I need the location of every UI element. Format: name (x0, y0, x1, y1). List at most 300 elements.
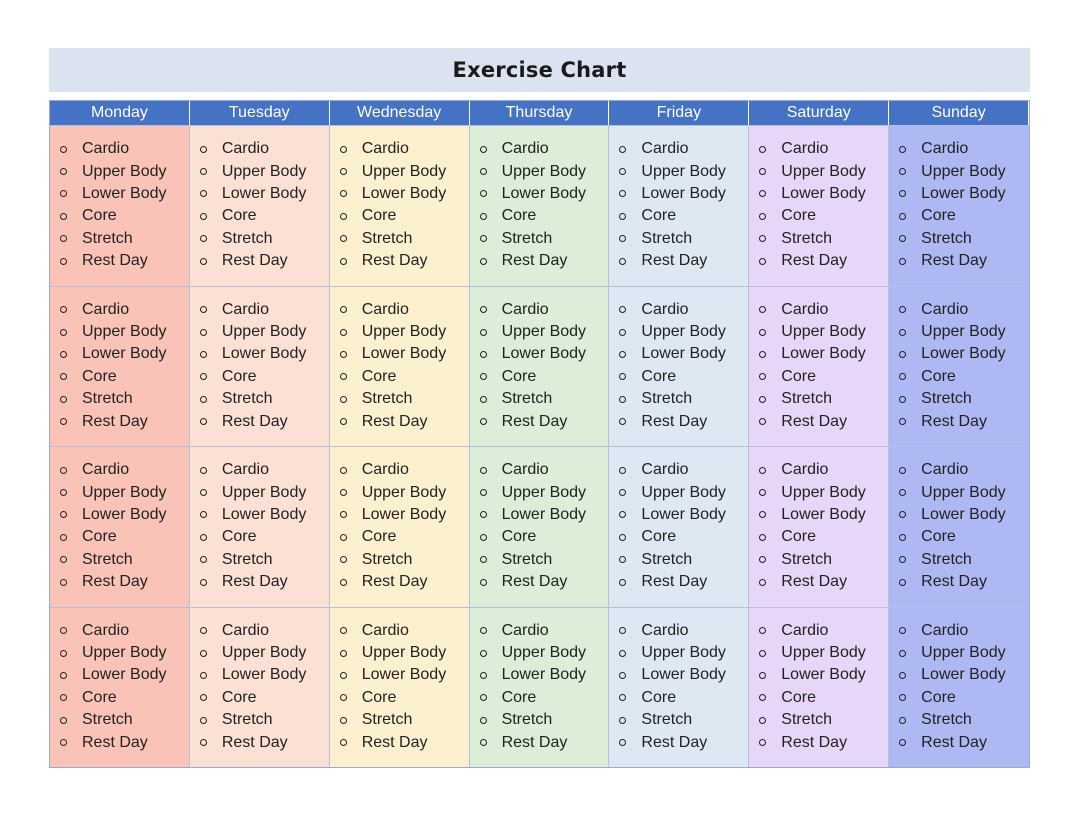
exercise-item (198, 183, 329, 205)
day-cell-tuesday-week-1 (190, 125, 330, 286)
exercise-item (478, 183, 609, 205)
circle-outline-icon (60, 190, 67, 197)
exercise-item (757, 620, 888, 642)
exercise-item (478, 571, 609, 593)
exercise-list (198, 459, 329, 593)
exercise-label: Upper Body (82, 323, 167, 341)
day-header-tuesday: Tuesday (190, 101, 330, 125)
exercise-item (897, 205, 1029, 227)
exercise-label: Stretch (921, 390, 972, 408)
exercise-item (757, 571, 888, 593)
exercise-label: Core (641, 688, 677, 706)
exercise-item (478, 731, 609, 753)
exercise-item (757, 160, 888, 182)
exercise-label: Core (921, 207, 956, 225)
circle-outline-icon (340, 556, 347, 563)
circle-outline-icon (200, 418, 207, 425)
circle-outline-icon (759, 146, 766, 153)
day-cell-sunday-week-4 (889, 607, 1029, 768)
exercise-label: Core (361, 207, 397, 225)
circle-outline-icon (480, 146, 487, 153)
exercise-label: Rest Day (501, 733, 568, 751)
exercise-item (338, 571, 469, 593)
day-cell-saturday-week-1 (749, 125, 889, 286)
day-header-friday: Friday (609, 101, 749, 125)
circle-outline-icon (340, 190, 347, 197)
exercise-label: Lower Body (781, 345, 866, 363)
exercise-label: Upper Body (921, 483, 1006, 501)
exercise-label: Lower Body (921, 184, 1006, 202)
exercise-label: Lower Body (501, 505, 587, 523)
exercise-label: Stretch (641, 550, 693, 568)
circle-outline-icon (759, 235, 766, 242)
exercise-label: Stretch (361, 229, 413, 247)
exercise-label: Stretch (361, 550, 413, 568)
exercise-item (338, 388, 469, 410)
exercise-label: Lower Body (361, 345, 447, 363)
exercise-item (757, 410, 888, 432)
exercise-label: Stretch (641, 229, 693, 247)
circle-outline-icon (759, 190, 766, 197)
exercise-label: Stretch (921, 229, 972, 247)
circle-outline-icon (340, 717, 347, 724)
circle-outline-icon (60, 694, 67, 701)
exercise-label: Lower Body (361, 505, 447, 523)
exercise-item (58, 731, 189, 753)
circle-outline-icon (759, 258, 766, 265)
exercise-label: Rest Day (361, 252, 428, 270)
exercise-item (617, 366, 748, 388)
exercise-item (617, 709, 748, 731)
exercise-item (198, 571, 329, 593)
circle-outline-icon (60, 534, 67, 541)
circle-outline-icon (899, 511, 906, 518)
exercise-label: Upper Body (361, 644, 447, 662)
exercise-item (58, 183, 189, 205)
circle-outline-icon (200, 235, 207, 242)
exercise-label: Upper Body (361, 162, 447, 180)
exercise-item (897, 731, 1029, 753)
circle-outline-icon (899, 235, 906, 242)
circle-outline-icon (619, 467, 626, 474)
exercise-label: Rest Day (361, 573, 428, 591)
circle-outline-icon (899, 258, 906, 265)
exercise-label: Core (641, 367, 677, 385)
exercise-label: Core (921, 528, 956, 546)
exercise-label: Upper Body (82, 483, 167, 501)
day-header-saturday: Saturday (749, 101, 889, 125)
exercise-item (198, 160, 329, 182)
exercise-label: Lower Body (641, 184, 726, 202)
exercise-label: Rest Day (501, 412, 568, 430)
day-cell-thursday-week-3 (470, 446, 610, 607)
day-cell-tuesday-week-2 (190, 286, 330, 447)
exercise-label: Stretch (501, 550, 553, 568)
circle-outline-icon (200, 534, 207, 541)
exercise-label: Lower Body (221, 345, 307, 363)
day-cell-monday-week-3 (50, 446, 190, 607)
exercise-item (478, 299, 609, 321)
exercise-label: Upper Body (221, 483, 307, 501)
exercise-item (897, 481, 1029, 503)
circle-outline-icon (480, 694, 487, 701)
exercise-item (617, 620, 748, 642)
exercise-list (58, 138, 189, 272)
circle-outline-icon (60, 672, 67, 679)
circle-outline-icon (340, 373, 347, 380)
circle-outline-icon (200, 467, 207, 474)
exercise-item (198, 526, 329, 548)
circle-outline-icon (60, 213, 67, 220)
exercise-item (198, 549, 329, 571)
exercise-item (897, 642, 1029, 664)
exercise-item (338, 549, 469, 571)
exercise-label: Upper Body (221, 162, 307, 180)
circle-outline-icon (480, 511, 487, 518)
exercise-label: Core (501, 688, 537, 706)
circle-outline-icon (759, 717, 766, 724)
exercise-item (757, 709, 888, 731)
exercise-item (757, 138, 888, 160)
exercise-item (198, 664, 329, 686)
circle-outline-icon (619, 190, 626, 197)
exercise-label: Cardio (781, 461, 829, 479)
exercise-item (757, 228, 888, 250)
exercise-item (58, 138, 189, 160)
day-header-wednesday: Wednesday (330, 101, 470, 125)
circle-outline-icon (480, 190, 487, 197)
exercise-label: Cardio (641, 140, 689, 158)
circle-outline-icon (60, 396, 67, 403)
circle-outline-icon (340, 329, 347, 336)
exercise-list (338, 299, 469, 433)
exercise-label: Lower Body (361, 184, 447, 202)
exercise-item (338, 459, 469, 481)
exercise-item (58, 687, 189, 709)
exercise-list (897, 459, 1029, 593)
exercise-item (198, 228, 329, 250)
exercise-label: Rest Day (921, 252, 987, 270)
circle-outline-icon (619, 351, 626, 358)
exercise-label: Cardio (641, 300, 689, 318)
circle-outline-icon (60, 373, 67, 380)
exercise-label: Rest Day (221, 412, 288, 430)
exercise-item (478, 526, 609, 548)
exercise-item (757, 299, 888, 321)
exercise-label: Upper Body (781, 323, 866, 341)
circle-outline-icon (899, 306, 906, 313)
exercise-list (757, 620, 888, 754)
day-cell-thursday-week-4 (470, 607, 610, 768)
exercise-item (338, 709, 469, 731)
exercise-label: Lower Body (82, 345, 167, 363)
exercise-label: Core (501, 207, 537, 225)
exercise-label: Cardio (921, 140, 969, 158)
exercise-label: Rest Day (361, 733, 428, 751)
circle-outline-icon (619, 627, 626, 634)
circle-outline-icon (200, 190, 207, 197)
exercise-label: Lower Body (921, 505, 1006, 523)
circle-outline-icon (340, 534, 347, 541)
exercise-label: Core (501, 367, 537, 385)
exercise-label: Lower Body (82, 666, 167, 684)
exercise-label: Cardio (501, 300, 549, 318)
exercise-item (897, 571, 1029, 593)
exercise-item (198, 481, 329, 503)
circle-outline-icon (899, 396, 906, 403)
exercise-label: Rest Day (82, 733, 148, 751)
exercise-item (58, 549, 189, 571)
exercise-list (338, 138, 469, 272)
exercise-label: Cardio (501, 140, 549, 158)
circle-outline-icon (200, 739, 207, 746)
exercise-label: Lower Body (221, 666, 307, 684)
exercise-item (897, 160, 1029, 182)
exercise-label: Lower Body (921, 345, 1006, 363)
exercise-item (478, 228, 609, 250)
exercise-item (198, 366, 329, 388)
exercise-label: Cardio (361, 461, 409, 479)
exercise-label: Stretch (641, 390, 693, 408)
exercise-item (617, 250, 748, 272)
exercise-item (338, 731, 469, 753)
circle-outline-icon (899, 418, 906, 425)
exercise-item (198, 388, 329, 410)
exercise-item (617, 138, 748, 160)
exercise-label: Lower Body (221, 184, 307, 202)
exercise-item (757, 664, 888, 686)
circle-outline-icon (340, 650, 347, 657)
exercise-list (198, 138, 329, 272)
day-cell-saturday-week-4 (749, 607, 889, 768)
exercise-label: Stretch (82, 711, 133, 729)
circle-outline-icon (759, 672, 766, 679)
day-cell-sunday-week-2 (889, 286, 1029, 447)
exercise-item (617, 343, 748, 365)
circle-outline-icon (899, 739, 906, 746)
exercise-label: Stretch (82, 390, 133, 408)
exercise-item (198, 138, 329, 160)
exercise-label: Cardio (361, 140, 409, 158)
exercise-item (58, 343, 189, 365)
exercise-label: Stretch (921, 550, 972, 568)
circle-outline-icon (200, 511, 207, 518)
circle-outline-icon (340, 694, 347, 701)
exercise-label: Upper Body (501, 644, 587, 662)
circle-outline-icon (759, 329, 766, 336)
exercise-item (478, 410, 609, 432)
circle-outline-icon (480, 467, 487, 474)
exercise-label: Core (361, 528, 397, 546)
circle-outline-icon (480, 579, 487, 586)
circle-outline-icon (60, 650, 67, 657)
exercise-item (478, 160, 609, 182)
exercise-label: Upper Body (781, 644, 866, 662)
exercise-item (757, 388, 888, 410)
circle-outline-icon (619, 717, 626, 724)
exercise-item (617, 228, 748, 250)
exercise-item (338, 366, 469, 388)
exercise-label: Cardio (921, 621, 969, 639)
exercise-label: Upper Body (641, 323, 726, 341)
exercise-label: Stretch (781, 229, 832, 247)
circle-outline-icon (899, 213, 906, 220)
exercise-list (478, 299, 609, 433)
exercise-item (338, 664, 469, 686)
day-cell-wednesday-week-1 (330, 125, 470, 286)
circle-outline-icon (340, 579, 347, 586)
circle-outline-icon (340, 351, 347, 358)
exercise-item (58, 366, 189, 388)
circle-outline-icon (619, 534, 626, 541)
circle-outline-icon (60, 489, 67, 496)
exercise-label: Core (221, 207, 257, 225)
circle-outline-icon (340, 467, 347, 474)
circle-outline-icon (200, 396, 207, 403)
exercise-item (897, 138, 1029, 160)
exercise-list (58, 459, 189, 593)
day-cell-friday-week-1 (609, 125, 749, 286)
exercise-item (338, 504, 469, 526)
circle-outline-icon (899, 627, 906, 634)
exercise-list (338, 459, 469, 593)
exercise-label: Upper Body (641, 162, 726, 180)
exercise-label: Core (921, 688, 956, 706)
exercise-label: Cardio (781, 621, 829, 639)
exercise-label: Stretch (501, 711, 553, 729)
exercise-item (757, 504, 888, 526)
exercise-item (757, 731, 888, 753)
circle-outline-icon (340, 739, 347, 746)
exercise-label: Lower Body (221, 505, 307, 523)
circle-outline-icon (60, 146, 67, 153)
chart-title: Exercise Chart (452, 58, 627, 82)
circle-outline-icon (480, 627, 487, 634)
circle-outline-icon (480, 396, 487, 403)
exercise-list (757, 459, 888, 593)
exercise-item (897, 366, 1029, 388)
exercise-list (338, 620, 469, 754)
exercise-label: Cardio (82, 140, 130, 158)
circle-outline-icon (899, 579, 906, 586)
day-cell-monday-week-2 (50, 286, 190, 447)
exercise-item (338, 526, 469, 548)
exercise-label: Upper Body (361, 483, 447, 501)
exercise-label: Rest Day (501, 573, 568, 591)
exercise-list (897, 299, 1029, 433)
exercise-item (897, 410, 1029, 432)
circle-outline-icon (60, 306, 67, 313)
exercise-list (478, 620, 609, 754)
day-cell-wednesday-week-4 (330, 607, 470, 768)
circle-outline-icon (619, 489, 626, 496)
circle-outline-icon (899, 534, 906, 541)
exercise-label: Stretch (221, 229, 273, 247)
circle-outline-icon (759, 556, 766, 563)
exercise-item (617, 526, 748, 548)
exercise-label: Cardio (82, 300, 130, 318)
exercise-list (617, 138, 748, 272)
circle-outline-icon (200, 146, 207, 153)
circle-outline-icon (619, 694, 626, 701)
circle-outline-icon (60, 258, 67, 265)
circle-outline-icon (899, 556, 906, 563)
exercise-label: Cardio (221, 300, 269, 318)
exercise-item (617, 205, 748, 227)
exercise-label: Lower Body (921, 666, 1006, 684)
exercise-item (198, 250, 329, 272)
day-cell-thursday-week-2 (470, 286, 610, 447)
exercise-label: Lower Body (82, 505, 167, 523)
exercise-item (58, 459, 189, 481)
day-cell-friday-week-2 (609, 286, 749, 447)
exercise-label: Core (781, 528, 816, 546)
exercise-label: Core (221, 688, 257, 706)
exercise-label: Rest Day (921, 412, 987, 430)
exercise-item (478, 138, 609, 160)
exercise-item (478, 709, 609, 731)
exercise-item (757, 343, 888, 365)
exercise-list (897, 138, 1029, 272)
exercise-label: Core (781, 367, 816, 385)
circle-outline-icon (759, 739, 766, 746)
exercise-item (58, 620, 189, 642)
circle-outline-icon (759, 351, 766, 358)
circle-outline-icon (759, 694, 766, 701)
exercise-item (757, 481, 888, 503)
exercise-label: Core (82, 688, 117, 706)
exercise-label: Stretch (361, 711, 413, 729)
exercise-label: Cardio (781, 140, 829, 158)
circle-outline-icon (619, 511, 626, 518)
circle-outline-icon (200, 168, 207, 175)
exercise-item (198, 343, 329, 365)
circle-outline-icon (619, 146, 626, 153)
exercise-label: Core (781, 207, 816, 225)
exercise-list (897, 620, 1029, 754)
circle-outline-icon (619, 235, 626, 242)
exercise-item (58, 642, 189, 664)
circle-outline-icon (200, 489, 207, 496)
exercise-label: Cardio (82, 621, 130, 639)
day-cell-friday-week-3 (609, 446, 749, 607)
exercise-item (757, 549, 888, 571)
exercise-label: Upper Body (781, 483, 866, 501)
exercise-label: Cardio (501, 621, 549, 639)
exercise-item (617, 642, 748, 664)
circle-outline-icon (899, 190, 906, 197)
circle-outline-icon (200, 213, 207, 220)
circle-outline-icon (200, 694, 207, 701)
exercise-item (617, 321, 748, 343)
circle-outline-icon (340, 306, 347, 313)
exercise-label: Core (82, 528, 117, 546)
exercise-item (198, 620, 329, 642)
day-header-thursday: Thursday (470, 101, 610, 125)
exercise-label: Lower Body (501, 345, 587, 363)
exercise-item (897, 183, 1029, 205)
exercise-label: Rest Day (82, 412, 148, 430)
exercise-label: Upper Body (361, 323, 447, 341)
exercise-label: Cardio (641, 461, 689, 479)
exercise-item (58, 571, 189, 593)
exercise-label: Rest Day (781, 252, 848, 270)
exercise-label: Cardio (501, 461, 549, 479)
exercise-label: Stretch (501, 390, 553, 408)
exercise-item (338, 160, 469, 182)
day-cell-thursday-week-1 (470, 125, 610, 286)
exercise-label: Upper Body (921, 323, 1006, 341)
